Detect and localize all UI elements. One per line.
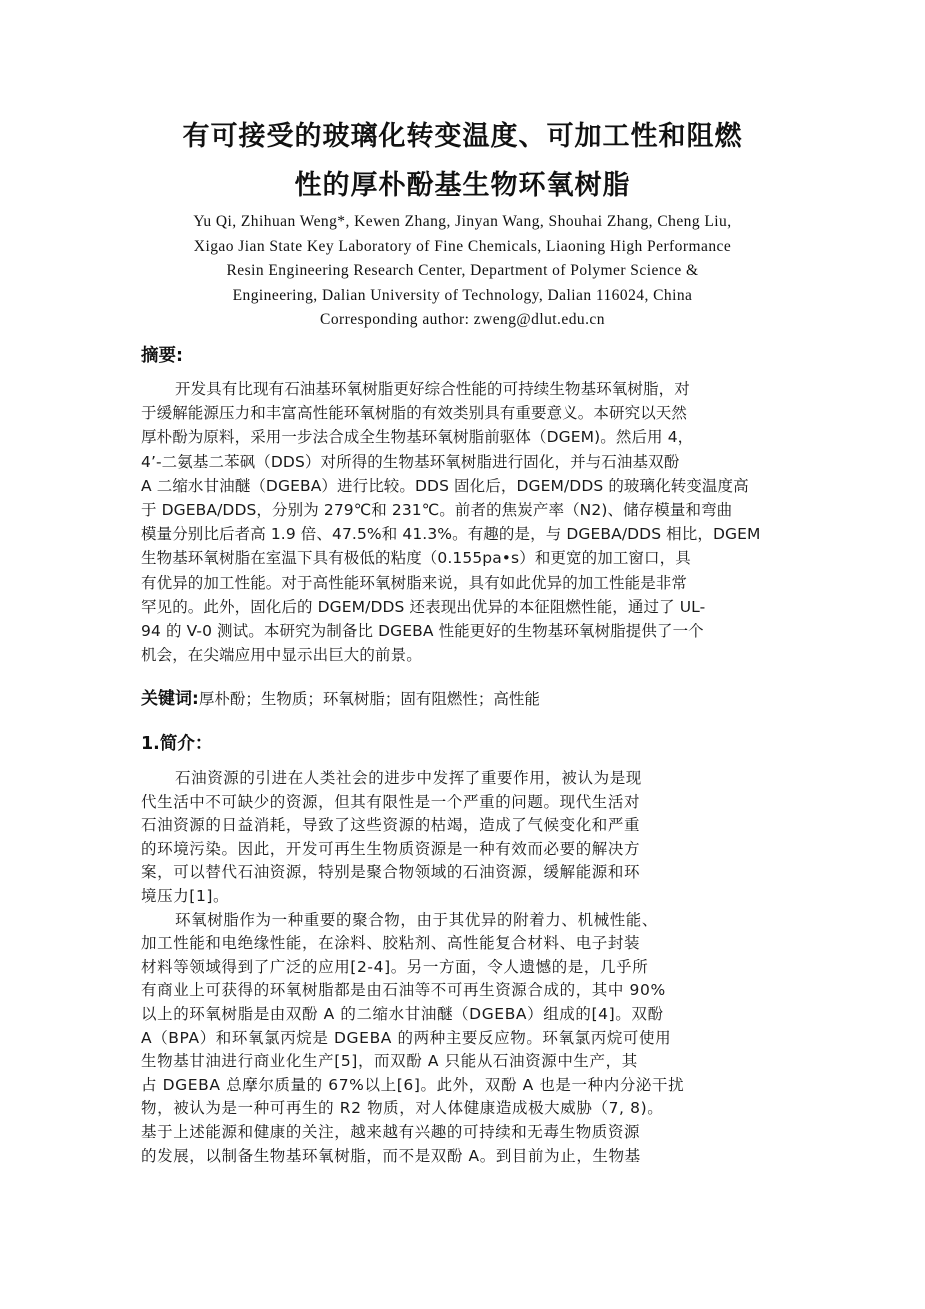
introduction-line: 占 DGEBA 总摩尔质量的 67%以上[6]。此外，双酚 A 也是一种内分泌干扰 xyxy=(141,1075,685,1094)
introduction-line: 有商业上可获得的环氧树脂都是由石油等不可再生资源合成的，其中 90% xyxy=(141,981,666,1000)
introduction-line: 境压力[1]。 xyxy=(141,886,230,905)
author-affiliation-block xyxy=(120,210,805,333)
abstract-line: 开发具有比现有石油基环氧树脂更好综合性能的可持续生物基环氧树脂，对 xyxy=(175,380,690,398)
introduction-line: 物，被认为是一种可再生的 R2 物质，对人体健康造成极大威胁（7, 8)。 xyxy=(141,1099,664,1118)
abstract-body xyxy=(141,377,786,667)
introduction-line: 的发展，以制备生物基环氧树脂，而不是双酚 A。到目前为止，生物基 xyxy=(141,1146,641,1165)
affiliation-line: Resin Engineering Research Center, Department of Polymer Science & xyxy=(226,262,699,279)
abstract-line: A 二缩水甘油醚（DGEBA）进行比较。DDS 固化后，DGEM/DDS 的玻璃化转变温度高 xyxy=(141,476,749,495)
abstract-line: 厚朴酚为原料，采用一步法合成全生物基环氧树脂前驱体（DGEM)。然后用 4， xyxy=(141,428,694,447)
introduction-body xyxy=(141,767,786,1168)
introduction-line: 的环境污染。因此，开发可再生生物质资源是一种有效而必要的解决方 xyxy=(141,839,641,858)
corresponding-author-line: Corresponding author: zweng@dlut.edu.cn xyxy=(320,311,605,328)
introduction-line: A（BPA）和环氧氯丙烷是 DGEBA 的两种主要反应物。环氧氯丙烷可使用 xyxy=(141,1028,672,1047)
abstract-line: 罕见的。此外，固化后的 DGEM/DDS 还表现出优异的本征阻燃性能，通过了 UL- xyxy=(141,597,706,616)
keywords-label: 关键词: xyxy=(141,689,199,709)
introduction-line: 案，可以替代石油资源，特别是聚合物领域的石油资源，缓解能源和环 xyxy=(141,863,641,882)
abstract-line: 于缓解能源压力和丰富高性能环氧树脂的有效类别具有重要意义。本研究以天然 xyxy=(141,404,688,423)
introduction-line: 基于上述能源和健康的关注，越来越有兴趣的可持续和无毒生物质资源 xyxy=(141,1122,641,1141)
introduction-line: 加工性能和电绝缘性能，在涂料、胶粘剂、高性能复合材料、电子封装 xyxy=(141,934,641,953)
paper-title-line-1: 有可接受的玻璃化转变温度、可加工性和阻燃 xyxy=(182,121,743,152)
abstract-heading: 摘要: xyxy=(141,346,183,366)
paper-title-line-2: 性的厚朴酚基生物环氧树脂 xyxy=(294,170,631,201)
keywords-line xyxy=(141,684,540,709)
abstract-line: 模量分别比后者高 1.9 倍、47.5%和 41.3%。有趣的是，与 DGEBA/DDS 相比，DGEM xyxy=(141,525,761,544)
author-line: Yu Qi, Zhihuan Weng*, Kewen Zhang, Jinyan Wang, Shouhai Zhang, Cheng Liu, xyxy=(193,213,732,230)
affiliation-line: Xigao Jian State Key Laboratory of Fine Chemicals, Liaoning High Performance xyxy=(193,237,732,255)
abstract-line: 生物基环氧树脂在室温下具有极低的粘度（0.155pa•s）和更宽的加工窗口，具 xyxy=(141,549,691,568)
keywords-text: 厚朴酚；生物质；环氧树脂；固有阻燃性；高性能 xyxy=(198,690,540,708)
introduction-heading: 1.简介： xyxy=(141,734,213,754)
abstract-line: 有优异的加工性能。对于高性能环氧树脂来说，具有如此优异的加工性能是非常 xyxy=(141,573,688,592)
introduction-line: 材料等领域得到了广泛的应用[2-4]。另一方面，令人遗憾的是，几乎所 xyxy=(141,957,649,976)
introduction-line: 石油资源的引进在人类社会的进步中发挥了重要作用，被认为是现 xyxy=(175,769,642,787)
introduction-line: 代生活中不可缺少的资源，但其有限性是一个严重的问题。现代生活对 xyxy=(141,792,641,811)
abstract-line: 于 DGEBA/DDS，分别为 279℃和 231℃。前者的焦炭产率（N2)、储存模量和弯曲 xyxy=(141,501,733,520)
introduction-line: 以上的环氧树脂是由双酚 A 的二缩水甘油醚（DGEBA）组成的[4]。双酚 xyxy=(141,1004,664,1023)
introduction-line: 生物基甘油进行商业化生产[5]，而双酚 A 只能从石油资源中生产，其 xyxy=(141,1052,638,1071)
introduction-line: 环氧树脂作为一种重要的聚合物，由于其优异的附着力、机械性能、 xyxy=(175,910,659,929)
abstract-line: 4’-二氨基二苯砜（DDS）对所得的生物基环氧树脂进行固化，并与石油基双酚 xyxy=(141,452,680,471)
abstract-line: 94 的 V-0 测试。本研究为制备比 DGEBA 性能更好的生物基环氧树脂提供了一个 xyxy=(141,622,704,641)
introduction-line: 石油资源的日益消耗，导致了这些资源的枯竭，造成了气候变化和严重 xyxy=(141,816,641,835)
abstract-line: 机会，在尖端应用中显示出巨大的前景。 xyxy=(141,646,422,665)
affiliation-line: Engineering, Dalian University of Technology, Dalian 116024, China xyxy=(232,286,693,304)
